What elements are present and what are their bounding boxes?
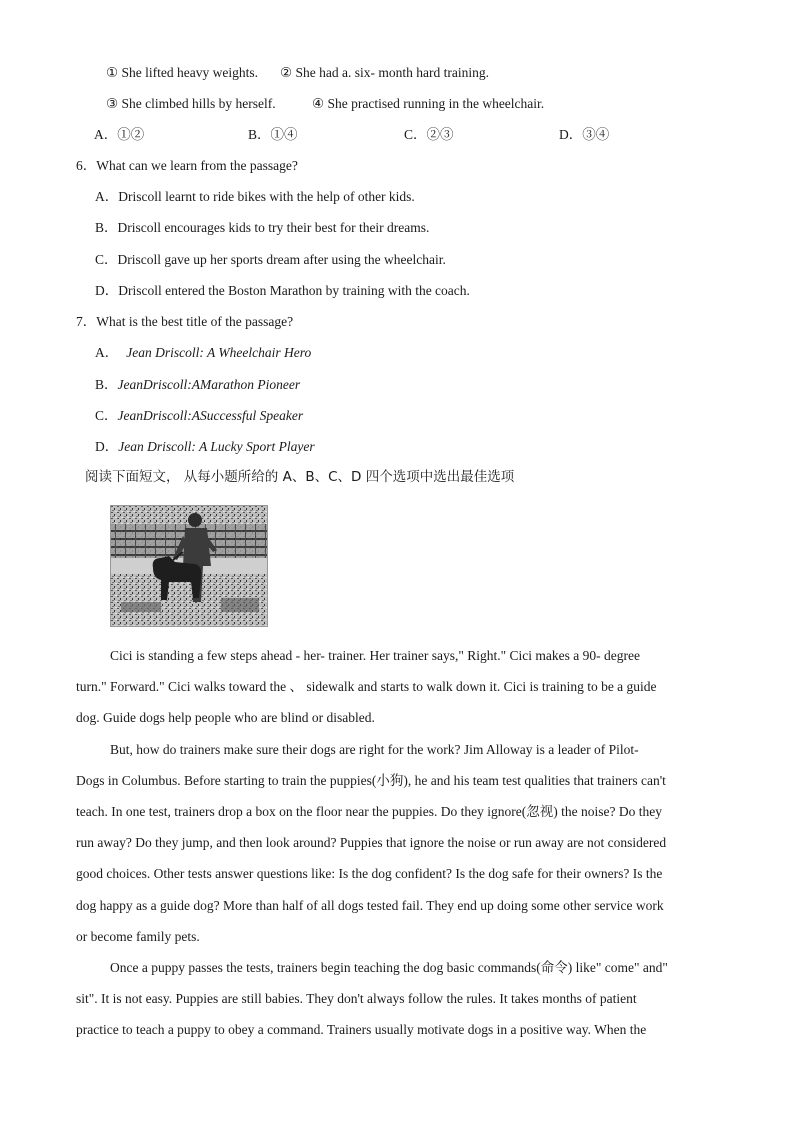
q5-statement-3: ③ She climbed hills by herself.	[106, 96, 276, 111]
guide-dog-photo	[110, 505, 268, 627]
q7-option-c-letter: C．	[95, 408, 118, 423]
passage-line-2: turn." Forward." Cici walks toward the 、 sidewalk and starts to walk down it. Cici is training to be a guide	[76, 679, 657, 694]
passage-line-1: Cici is standing a few steps ahead - her- trainer. Her trainer says," Right." Cici makes a 90- degree	[110, 648, 640, 663]
passage-line-5: Dogs in Columbus. Before starting to train the puppies(小狗), he and his team test qualities that trainers can't	[76, 773, 666, 788]
passage-line-10: or become family pets.	[76, 929, 200, 944]
q5-statement-4: ④ She practised running in the wheelchair.	[312, 96, 545, 111]
q6-question: 6．What can we learn from the passage?	[76, 158, 298, 173]
q5-option-b[interactable]: B．①④	[248, 127, 298, 142]
q7-option-a[interactable]	[95, 344, 311, 362]
q7-option-d-text: Jean Driscoll: A Lucky Sport Player	[118, 439, 315, 454]
q5-option-a[interactable]: A．①②	[94, 127, 145, 142]
passage-line-13: practice to teach a puppy to obey a command. Trainers usually motivate dogs in a positive way. When the	[76, 1022, 647, 1037]
q7-option-d[interactable]	[95, 438, 315, 456]
q7-question: 7．What is the best title of the passage?	[76, 314, 294, 329]
q7-option-d-letter: D．	[95, 439, 119, 454]
q7-option-c-text: JeanDriscoll:ASuccessful Speaker	[117, 408, 304, 423]
q7-option-a-letter: A．	[95, 345, 119, 360]
passage-line-9: dog happy as a guide dog? More than half of all dogs tested fail. They end up doing some other service work	[76, 898, 664, 913]
q6-option-a[interactable]: A．Driscoll learnt to ride bikes with the help of other kids.	[95, 189, 415, 204]
q5-option-c[interactable]: C．②③	[404, 127, 454, 142]
q6-option-c[interactable]: C．Driscoll gave up her sports dream after using the wheelchair.	[95, 252, 446, 267]
q7-option-b[interactable]	[95, 376, 300, 394]
passage-line-12: sit". It is not easy. Puppies are still babies. They don't always follow the rules. It takes months of patient	[76, 991, 637, 1006]
q5-statement-2: ② She had a. six- month hard training.	[280, 65, 489, 80]
q6-option-b[interactable]: B．Driscoll encourages kids to try their best for their dreams.	[95, 220, 430, 235]
passage-line-6: teach. In one test, trainers drop a box on the floor near the puppies. Do they ignore(忽视) the noise? Do they	[76, 804, 662, 819]
q7-option-b-letter: B．	[95, 377, 118, 392]
passage-line-11: Once a puppy passes the tests, trainers begin teaching the dog basic commands(命令) like" come" and"	[110, 960, 668, 975]
section-instruction: 阅读下面短文， 从每小题所给的 A、B、C、D 四个选项中选出最佳选项	[85, 469, 515, 485]
passage-line-8: good choices. Other tests answer questions like: Is the dog confident? Is the dog safe for their owners? Is the	[76, 866, 663, 881]
q5-option-d[interactable]: D．③④	[559, 127, 610, 142]
passage-line-7: run away? Do they jump, and then look around? Puppies that ignore the noise or run away are not considered	[76, 835, 667, 850]
q6-option-d[interactable]: D．Driscoll entered the Boston Marathon by training with the coach.	[95, 283, 470, 298]
q7-option-b-text: JeanDriscoll:AMarathon Pioneer	[117, 377, 301, 392]
q7-option-c[interactable]	[95, 407, 303, 425]
passage-line-3: dog. Guide dogs help people who are blind or disabled.	[76, 710, 375, 725]
q5-statement-1: ① She lifted heavy weights.	[106, 65, 258, 80]
passage-line-4: But, how do trainers make sure their dogs are right for the work? Jim Alloway is a leader of Pilot-	[110, 742, 639, 757]
q7-option-a-text: Jean Driscoll: A Wheelchair Hero	[126, 345, 312, 360]
